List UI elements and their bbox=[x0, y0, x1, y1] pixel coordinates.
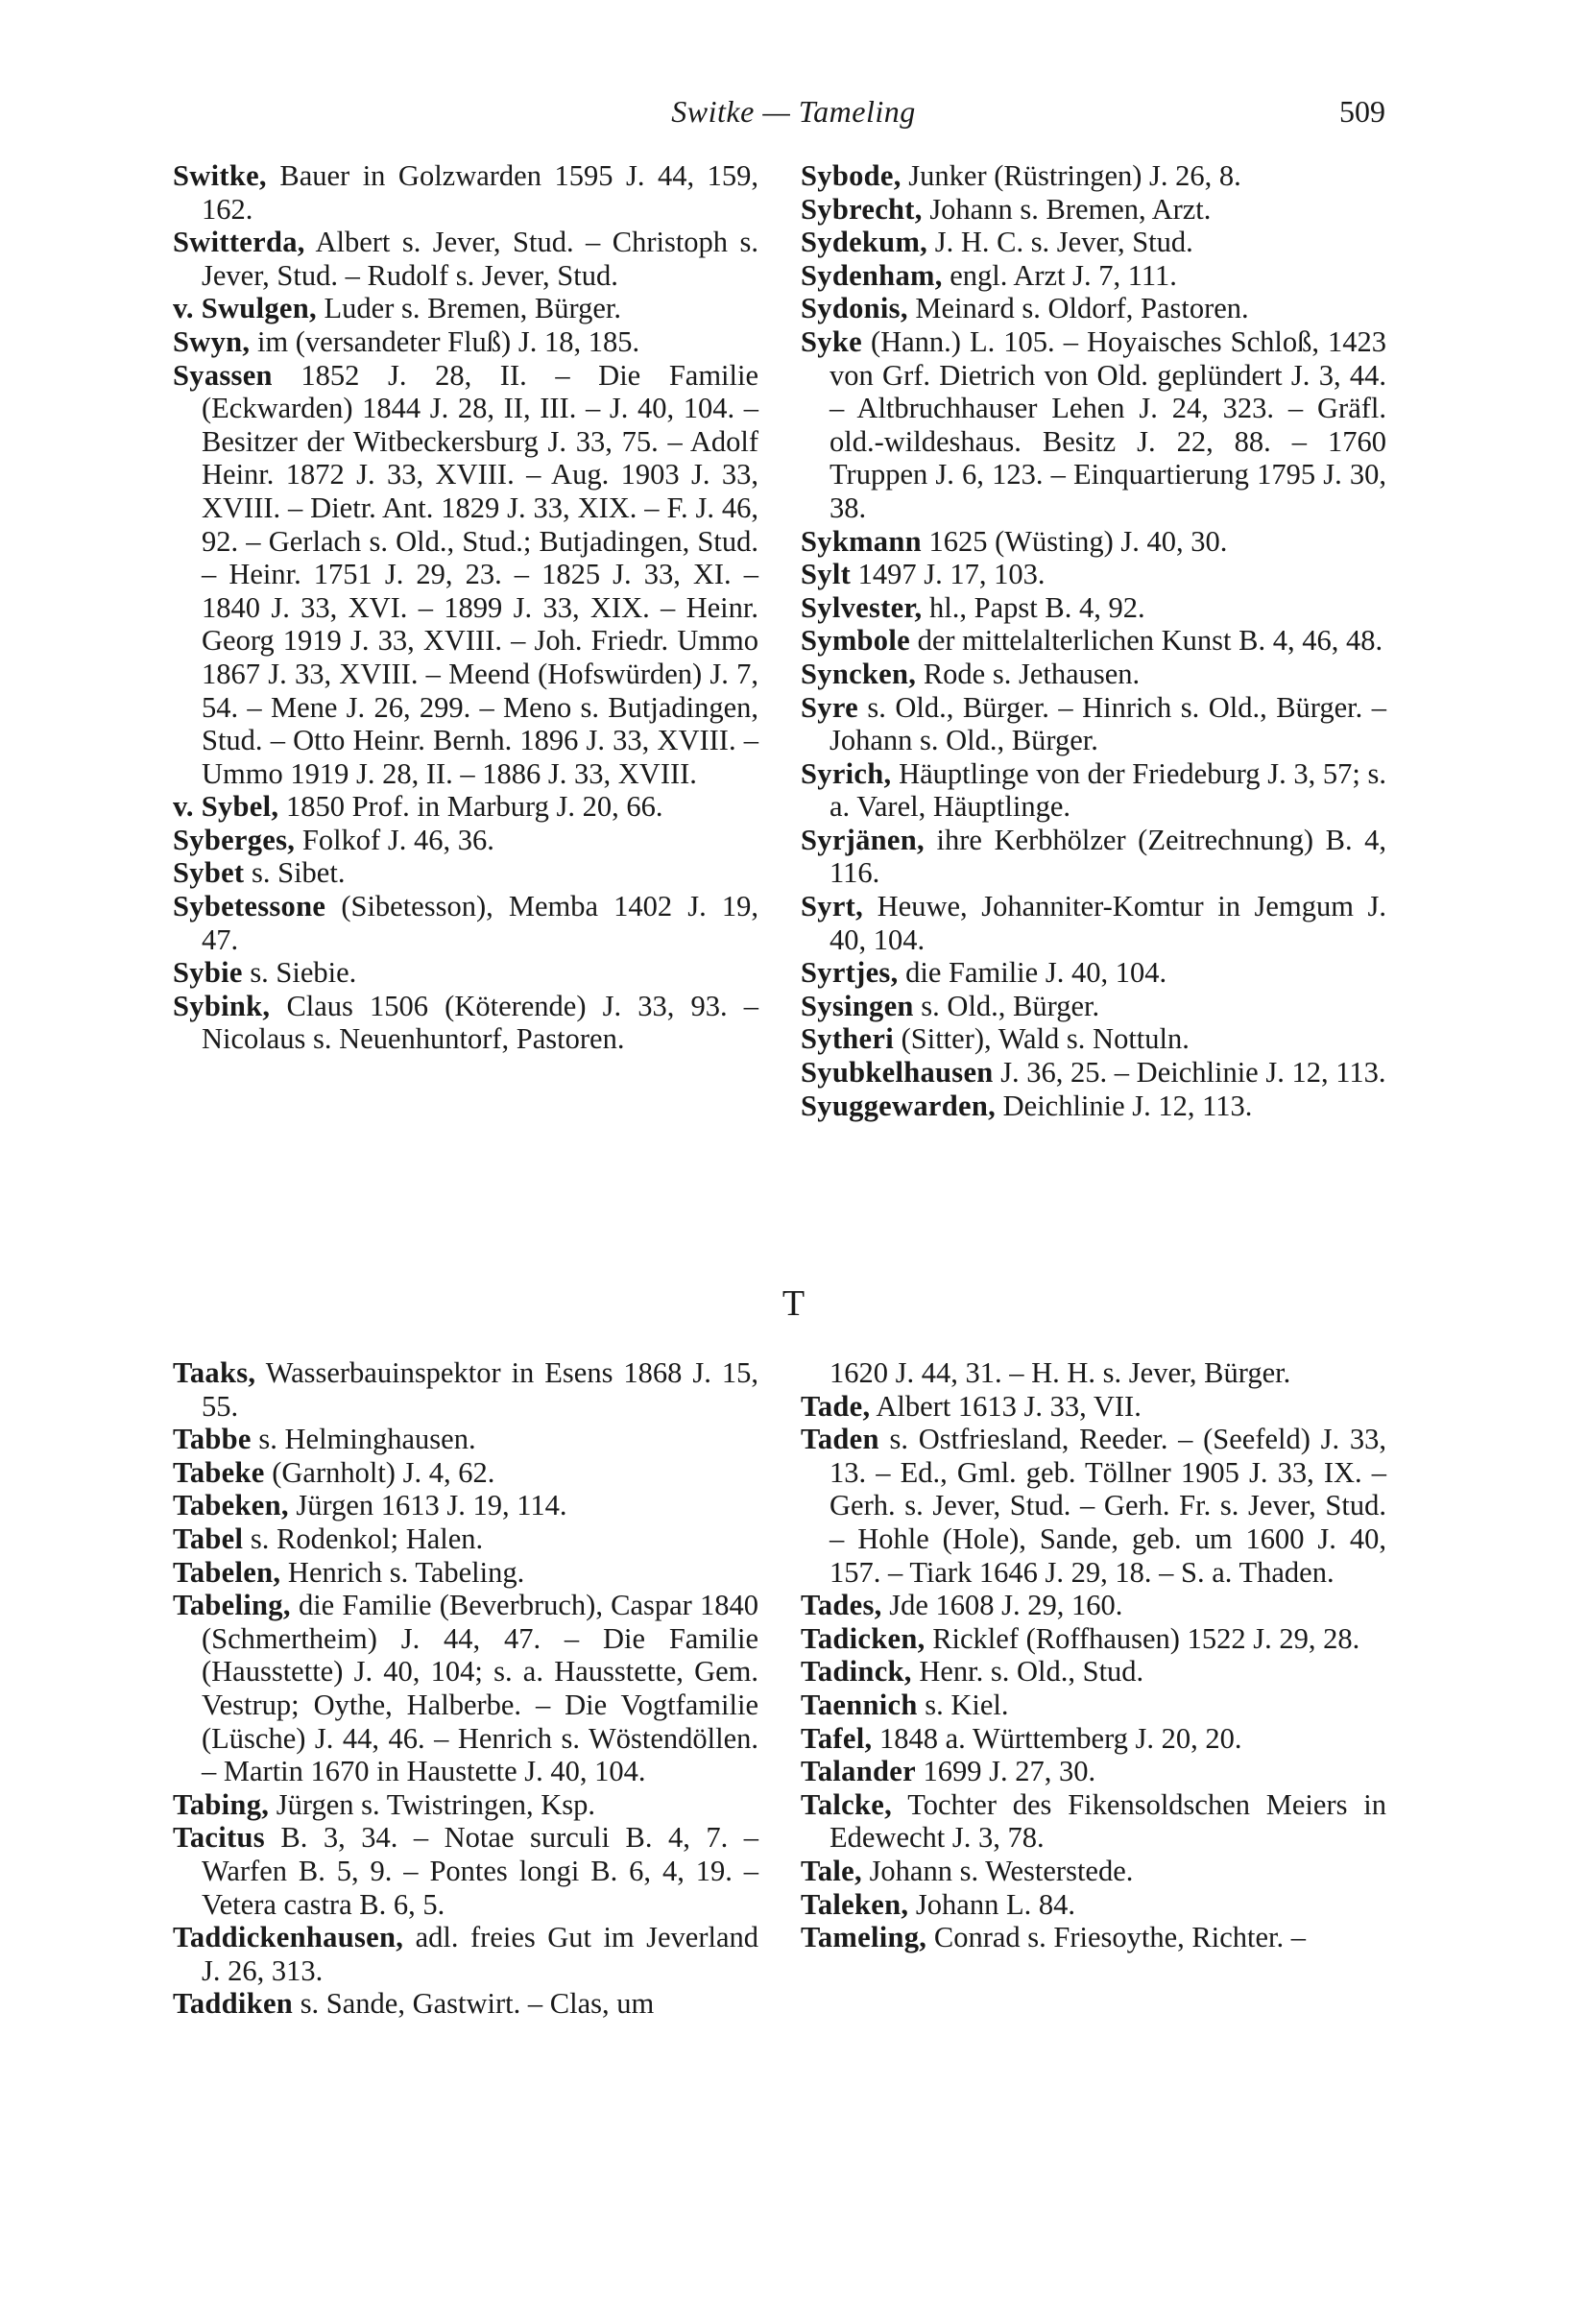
entry-headword: Sytheri bbox=[801, 1022, 894, 1056]
entry-headword: Symbole bbox=[801, 624, 910, 658]
entry-text: Claus 1506 (Köterende) J. 33, 93. – Nicolaus s. Neuenhuntorf, Pastoren. bbox=[202, 989, 758, 1056]
entry-headword: Syrt, bbox=[801, 890, 864, 923]
entry-headword: Tacitus bbox=[173, 1821, 265, 1855]
entry-text: adl. freies Gut im Jeverland J. 26, 313. bbox=[202, 1921, 758, 1987]
entry-headword: v. Sybel, bbox=[173, 790, 279, 824]
index-entry bbox=[801, 890, 1386, 956]
entry-headword: Sybie bbox=[173, 956, 243, 990]
index-entry bbox=[801, 658, 1386, 691]
entry-headword: Syberges, bbox=[173, 823, 296, 856]
entry-text: Jürgen 1613 J. 19, 114. bbox=[288, 1489, 567, 1522]
index-entry bbox=[801, 259, 1386, 293]
entry-text: Albert s. Jever, Stud. – Christoph s. Jever, Stud. – Rudolf s. Jever, Stud. bbox=[202, 226, 758, 292]
index-entry bbox=[173, 159, 758, 226]
index-entry bbox=[801, 558, 1386, 591]
entry-text: 1497 J. 17, 103. bbox=[851, 558, 1046, 591]
entry-text: Jürgen s. Twistringen, Ksp. bbox=[269, 1787, 596, 1821]
entry-text: 1848 a. Württemberg J. 20, 20. bbox=[872, 1721, 1242, 1755]
entry-headword: Sydonis, bbox=[801, 292, 908, 325]
entry-text: s. Sibet. bbox=[244, 856, 346, 890]
entry-text: s. Old., Bürger. – Hinrich s. Old., Bürger. – Johann s. Old., Bürger. bbox=[830, 690, 1386, 757]
entry-headword: v. Swulgen, bbox=[173, 292, 317, 325]
entry-headword: Sydenham, bbox=[801, 258, 943, 292]
entry-text: Heuwe, Johanniter-Komtur in Jemgum J. 40, 104. bbox=[830, 890, 1386, 956]
index-entry bbox=[801, 1056, 1386, 1090]
entry-headword: Syrjänen, bbox=[801, 823, 925, 856]
entry-text: Meinard s. Oldorf, Pastoren. bbox=[907, 292, 1249, 325]
entry-text: (Hann.) L. 105. – Hoyaisches Schloß, 1423 von Grf. Dietrich von Old. geplündert J. 3, 44. – Altbruchhauser Lehen J. 24, 323. – Gräfl. old.-wildeshaus. Besitz J. 22, 88. – 1760 Truppen J. 6, 123. – Einquartierung 1795 J. 30, 38. bbox=[830, 324, 1386, 524]
entry-text: J. H. C. s. Jever, Stud. bbox=[927, 226, 1193, 259]
entry-headword: Tadinck, bbox=[801, 1655, 912, 1689]
index-entry bbox=[801, 159, 1386, 193]
entry-text: die Familie (Beverbruch), Caspar 1840 (Schmertheim) J. 44, 47. – Die Familie (Hausstette) J. 40, 104; s. a. Hausstette, Gem. Vestrup; Oythe, Halberbe. – Die Vogtfamilie (Lüsche) J. 44, 46. – Henrich s. Wöstendöllen. – Martin 1670 in Haustette J. 40, 104. bbox=[202, 1589, 758, 1788]
entry-text: 1852 J. 28, II. – Die Familie (Eckwarden) 1844 J. 28, II, III. – J. 40, 104. – Besitzer der Witbeckersburg J. 33, 75. – Adolf Heinr. 1872 J. 33, XVIII. – Aug. 1903 J. 33, XVIII. – Dietr. Ant. 1829 J. 33, XIX. – F. J. 46, 92. – Gerlach s. Old., Stud.; Butjadingen, Stud. – Heinr. 1751 J. 29, 23. – 1825 J. 33, XI. – 1840 J. 33, XVI. – 1899 J. 33, XIX. – Heinr. Georg 1919 J. 33, XVIII. – Joh. Friedr. Ummo 1867 J. 33, XVIII. – Meend (Hofswürden) J. 7, 54. – Mene J. 26, 299. – Meno s. Butjadingen, Stud. – Otto Heinr. Bernh. 1896 J. 33, XVIII. – Ummo 1919 J. 28, II. – 1886 J. 33, XVIII. bbox=[202, 358, 758, 790]
entry-headword: Syubkelhausen bbox=[801, 1056, 994, 1090]
index-entry bbox=[801, 193, 1386, 227]
entry-headword: Tadicken, bbox=[801, 1621, 926, 1655]
entry-text: Jde 1608 J. 29, 160. bbox=[881, 1589, 1123, 1622]
index-entry bbox=[173, 1921, 758, 1987]
index-entry bbox=[173, 325, 758, 359]
entry-text: s. Ostfriesland, Reeder. – (Seefeld) J. 33, 13. – Ed., Gml. geb. Töllner 1905 J. 33, IX. – Gerh. s. Jever, Stud. – Gerh. Fr. s. Jever, Stud. – Hohle (Hole), Sande, geb. um 1600 J. 40, 157. – Tiark 1646 J. 29, 18. – S. a. Thaden. bbox=[830, 1423, 1386, 1589]
entry-text: Tochter des Fikensoldschen Meiers in Edewecht J. 3, 78. bbox=[830, 1787, 1386, 1855]
entry-text: s. Rodenkol; Halen. bbox=[243, 1521, 484, 1555]
index-entry bbox=[173, 990, 758, 1056]
index-entry bbox=[801, 1022, 1386, 1056]
entry-text: Wasserbauinspektor in Esens 1868 J. 15, 55. bbox=[202, 1356, 758, 1423]
index-entry bbox=[173, 1589, 758, 1788]
entry-headword: Sybet bbox=[173, 856, 245, 890]
entry-headword: Sylt bbox=[801, 558, 852, 591]
entry-text: J. 36, 25. – Deichlinie J. 12, 113. bbox=[993, 1056, 1386, 1090]
entry-text: Conrad s. Friesoythe, Richter. – bbox=[926, 1921, 1306, 1954]
entry-text: 1625 (Wüsting) J. 40, 30. bbox=[921, 524, 1228, 558]
entry-headword: Tades, bbox=[801, 1589, 882, 1622]
index-entry bbox=[173, 1489, 758, 1522]
index-entry bbox=[173, 1423, 758, 1456]
index-entry bbox=[173, 292, 758, 325]
entry-text: Albert 1613 J. 33, VII. bbox=[870, 1389, 1142, 1423]
index-entry bbox=[801, 292, 1386, 325]
entry-text: Junker (Rüstringen) J. 26, 8. bbox=[901, 159, 1241, 192]
entry-headword: Taleken, bbox=[801, 1887, 909, 1921]
entry-headword: Syassen bbox=[173, 358, 273, 392]
index-entry bbox=[173, 890, 758, 956]
index-entry bbox=[801, 1888, 1386, 1922]
column-lower-right-entries bbox=[801, 1390, 1386, 1954]
entry-headword: Tade, bbox=[801, 1389, 871, 1423]
entry-headword: Sylvester, bbox=[801, 590, 923, 624]
entry-text: Johann s. Bremen, Arzt. bbox=[922, 192, 1212, 226]
entry-headword: Tabel bbox=[173, 1521, 244, 1555]
index-entry bbox=[173, 1987, 758, 2021]
index-entry bbox=[801, 990, 1386, 1023]
entry-text: Bauer in Golzwarden 1595 J. 44, 159, 162. bbox=[202, 159, 758, 226]
entry-headword: Sybrecht, bbox=[801, 192, 923, 226]
entry-text: Luder s. Bremen, Bürger. bbox=[316, 292, 621, 325]
entry-text: 1850 Prof. in Marburg J. 20, 66. bbox=[278, 790, 663, 824]
index-entry bbox=[173, 1821, 758, 1921]
index-entry bbox=[173, 226, 758, 292]
index-entry bbox=[801, 1090, 1386, 1123]
index-entry bbox=[801, 1689, 1386, 1722]
entry-text: (Sitter), Wald s. Nottuln. bbox=[893, 1022, 1190, 1056]
entry-headword: Syre bbox=[801, 690, 858, 724]
entry-headword: Tameling, bbox=[801, 1921, 927, 1954]
entry-headword: Tabelen, bbox=[173, 1555, 281, 1589]
entry-headword: Taden bbox=[801, 1423, 879, 1456]
continuation-entry: 1620 J. 44, 31. – H. H. s. Jever, Bürger. bbox=[830, 1356, 1291, 1389]
index-entry bbox=[801, 1655, 1386, 1689]
index-entry bbox=[173, 856, 758, 890]
index-entry bbox=[801, 591, 1386, 625]
entry-headword: Syke bbox=[801, 324, 862, 358]
entry-headword: Taddickenhausen, bbox=[173, 1921, 404, 1954]
entry-headword: Taddiken bbox=[173, 1987, 294, 2021]
index-entry bbox=[801, 1855, 1386, 1888]
index-entry bbox=[801, 1788, 1386, 1855]
index-entry bbox=[801, 1589, 1386, 1622]
index-entry bbox=[173, 790, 758, 824]
entry-text: s. Siebie. bbox=[242, 956, 357, 990]
entry-headword: Talcke, bbox=[801, 1787, 893, 1821]
entry-headword: Tabeken, bbox=[173, 1489, 289, 1522]
section-letter: T bbox=[781, 1283, 806, 1324]
index-entry bbox=[173, 1556, 758, 1590]
entry-text: im (versandeter Fluß) J. 18, 185. bbox=[250, 324, 640, 358]
entry-text: 1699 J. 27, 30. bbox=[915, 1755, 1096, 1788]
entry-text: Deichlinie J. 12, 113. bbox=[996, 1089, 1253, 1122]
column-upper-left bbox=[173, 159, 758, 1056]
index-entry bbox=[173, 824, 758, 857]
index-entry bbox=[801, 1423, 1386, 1589]
entry-headword: Syncken, bbox=[801, 657, 917, 690]
index-entry bbox=[173, 1788, 758, 1822]
entry-headword: Sydekum, bbox=[801, 226, 928, 259]
entry-text: (Sibetesson), Memba 1402 J. 19, 47. bbox=[202, 890, 758, 956]
entry-text: s. Sande, Gastwirt. – Clas, um bbox=[293, 1987, 655, 2021]
index-entry bbox=[801, 1722, 1386, 1756]
entry-headword: Switterda, bbox=[173, 226, 305, 259]
index-entry bbox=[173, 1356, 758, 1423]
entry-headword: Sykmann bbox=[801, 524, 922, 558]
entry-text: B. 3, 34. – Notae surculi B. 4, 7. – Warfen B. 5, 9. – Pontes longi B. 6, 4, 19. – Vetera castra B. 6, 5. bbox=[202, 1821, 758, 1921]
index-entry bbox=[173, 359, 758, 791]
entry-headword: Syrich, bbox=[801, 756, 892, 790]
entry-headword: Tafel, bbox=[801, 1721, 873, 1755]
column-lower-left bbox=[173, 1356, 758, 2021]
entry-text: Johann s. Westerstede. bbox=[861, 1854, 1134, 1887]
entry-text: die Familie J. 40, 104. bbox=[898, 956, 1167, 990]
entry-headword: Swyn, bbox=[173, 324, 251, 358]
entry-text: Rode s. Jethausen. bbox=[916, 657, 1141, 690]
entry-text: Häuptlinge von der Friedeburg J. 3, 57; s. a. Varel, Häuptlinge. bbox=[830, 756, 1386, 824]
entry-headword: Sysingen bbox=[801, 989, 914, 1022]
index-entry bbox=[173, 1456, 758, 1490]
entry-headword: Tabbe bbox=[173, 1423, 252, 1456]
entry-headword: Taennich bbox=[801, 1688, 918, 1721]
entry-headword: Sybetessone bbox=[173, 890, 326, 923]
entry-text: Ricklef (Roffhausen) 1522 J. 29, 28. bbox=[925, 1621, 1360, 1655]
entry-text: Folkof J. 46, 36. bbox=[295, 823, 494, 856]
index-entry bbox=[801, 624, 1386, 658]
index-entry bbox=[801, 1755, 1386, 1788]
entry-text: (Garnholt) J. 4, 62. bbox=[264, 1455, 495, 1489]
entry-text: hl., Papst B. 4, 92. bbox=[922, 590, 1145, 624]
entry-headword: Sybode, bbox=[801, 159, 902, 192]
index-entry bbox=[801, 824, 1386, 890]
entry-text: Henr. s. Old., Stud. bbox=[911, 1655, 1144, 1689]
entry-text: ihre Kerbhölzer (Zeitrechnung) B. 4, 116. bbox=[830, 823, 1386, 890]
entry-text: s. Old., Bürger. bbox=[913, 989, 1100, 1022]
index-entry bbox=[801, 757, 1386, 824]
entry-text: der mittelalterlichen Kunst B. 4, 46, 48. bbox=[909, 624, 1383, 658]
entry-text: Johann L. 84. bbox=[908, 1887, 1075, 1921]
page-number: 509 bbox=[1339, 94, 1385, 129]
entry-headword: Tabeling, bbox=[173, 1589, 291, 1622]
index-entry bbox=[173, 1522, 758, 1556]
entry-text: Henrich s. Tabeling. bbox=[280, 1555, 525, 1589]
entry-headword: Talander bbox=[801, 1755, 916, 1788]
entry-text: engl. Arzt J. 7, 111. bbox=[942, 258, 1177, 292]
column-upper-right bbox=[801, 159, 1386, 1122]
entry-headword: Syuggewarden, bbox=[801, 1089, 997, 1122]
entry-headword: Tabeke bbox=[173, 1455, 265, 1489]
entry-text: s. Kiel. bbox=[917, 1688, 1009, 1721]
index-entry bbox=[801, 525, 1386, 559]
index-entry bbox=[801, 1390, 1386, 1424]
index-entry bbox=[801, 226, 1386, 259]
entry-text: s. Helminghausen. bbox=[251, 1423, 476, 1456]
entry-headword: Tabing, bbox=[173, 1787, 270, 1821]
index-entry bbox=[801, 956, 1386, 990]
running-head: Switke — Tameling bbox=[671, 94, 916, 129]
index-entry bbox=[801, 325, 1386, 525]
index-entry bbox=[801, 1622, 1386, 1656]
entry-headword: Tale, bbox=[801, 1854, 862, 1887]
entry-headword: Taaks, bbox=[173, 1356, 256, 1389]
index-entry bbox=[801, 1921, 1386, 1954]
entry-headword: Sybink, bbox=[173, 989, 271, 1022]
column-lower-right bbox=[801, 1356, 1386, 1954]
index-entry bbox=[173, 956, 758, 990]
entry-headword: Switke, bbox=[173, 159, 267, 192]
entry-headword: Syrtjes, bbox=[801, 956, 899, 990]
index-entry bbox=[801, 691, 1386, 757]
